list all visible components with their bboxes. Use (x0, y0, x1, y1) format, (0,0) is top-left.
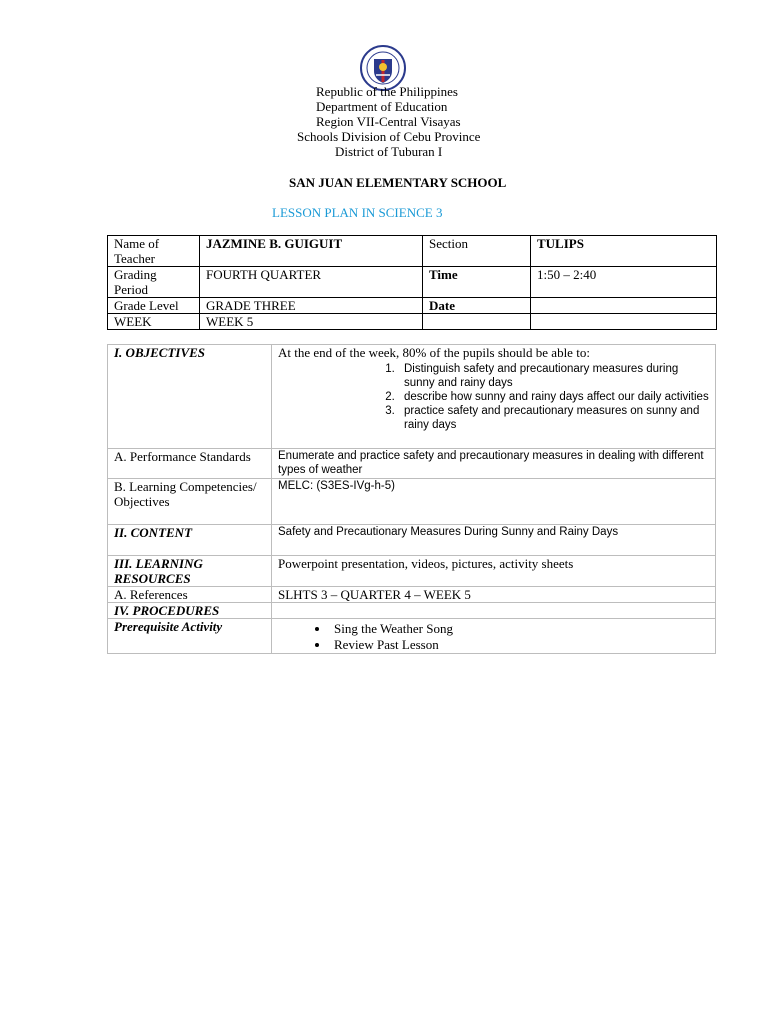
table-row (108, 298, 717, 314)
table-row (108, 603, 716, 619)
table-row (108, 587, 716, 603)
list-item: 2. describe how sunny and rainy days affect our daily activities (398, 390, 709, 404)
competencies-value: MELC: (S3ES-IVg-h-5) (272, 479, 716, 525)
grading-value: FOURTH QUARTER (200, 267, 423, 298)
list-item: • Sing the Weather Song (330, 621, 709, 637)
header-line: Region VII-Central Visayas (316, 114, 461, 129)
header-line: Schools Division of Cebu Province (297, 129, 481, 144)
references-value: SLHTS 3 – QUARTER 4 – WEEK 5 (272, 587, 716, 603)
week-value: WEEK 5 (200, 314, 423, 330)
section-value: TULIPS (531, 236, 717, 267)
empty-cell (423, 314, 531, 330)
list-item: 1. Distinguish safety and precautionary measures during sunny and rainy days (398, 362, 709, 390)
references-label: A. References (108, 587, 272, 603)
objectives-list (278, 362, 709, 432)
header-line: Department of Education (316, 99, 448, 114)
objectives-intro: At the end of the week, 80% of the pupils should be able to: (278, 345, 590, 360)
content-label: II. CONTENT (108, 525, 272, 556)
lesson-plan-title: LESSON PLAN IN SCIENCE 3 (272, 205, 443, 220)
procedures-label: IV. PROCEDURES (108, 603, 272, 619)
teacher-value: JAZMINE B. GUIGUIT (200, 236, 423, 267)
content-value: Safety and Precautionary Measures During Sunny and Rainy Days (272, 525, 716, 556)
date-label: Date (423, 298, 531, 314)
table-row (108, 267, 717, 298)
objectives-cell (272, 345, 716, 449)
table-row (108, 525, 716, 556)
date-value (531, 298, 717, 314)
list-item: 3. practice safety and precautionary measures on sunny and rainy days (398, 404, 709, 432)
time-value: 1:50 – 2:40 (531, 267, 717, 298)
table-row (108, 556, 716, 587)
table-row (108, 314, 717, 330)
header-line: Republic of the Philippines (316, 84, 458, 99)
prereq-list (278, 621, 709, 653)
header-line: District of Tuburan I (335, 144, 443, 159)
competencies-label: B. Learning Competencies/Objectives (108, 479, 272, 525)
empty-cell (272, 603, 716, 619)
section-label: Section (423, 236, 531, 267)
performance-label: A. Performance Standards (108, 449, 272, 479)
grade-label: Grade Level (108, 298, 200, 314)
resources-value: Powerpoint presentation, videos, pictures, activity sheets (272, 556, 716, 587)
teacher-info-table (107, 235, 717, 330)
list-item: • Review Past Lesson (330, 637, 709, 653)
table-row (108, 619, 716, 654)
table-row (108, 479, 716, 525)
table-row (108, 449, 716, 479)
grading-label: Grading Period (108, 267, 200, 298)
objectives-label: I. OBJECTIVES (108, 345, 272, 449)
school-name: SAN JUAN ELEMENTARY SCHOOL (289, 175, 507, 190)
table-row (108, 345, 716, 449)
week-label: WEEK (108, 314, 200, 330)
lesson-plan-table (107, 344, 716, 654)
prereq-label: Prerequisite Activity (108, 619, 272, 654)
prereq-cell (272, 619, 716, 654)
resources-label: III. LEARNING RESOURCES (108, 556, 272, 587)
table-row (108, 236, 717, 267)
time-label: Time (423, 267, 531, 298)
teacher-label: Name of Teacher (108, 236, 200, 267)
performance-value: Enumerate and practice safety and precautionary measures in dealing with different types of weather (272, 449, 716, 479)
empty-cell (531, 314, 717, 330)
grade-value: GRADE THREE (200, 298, 423, 314)
